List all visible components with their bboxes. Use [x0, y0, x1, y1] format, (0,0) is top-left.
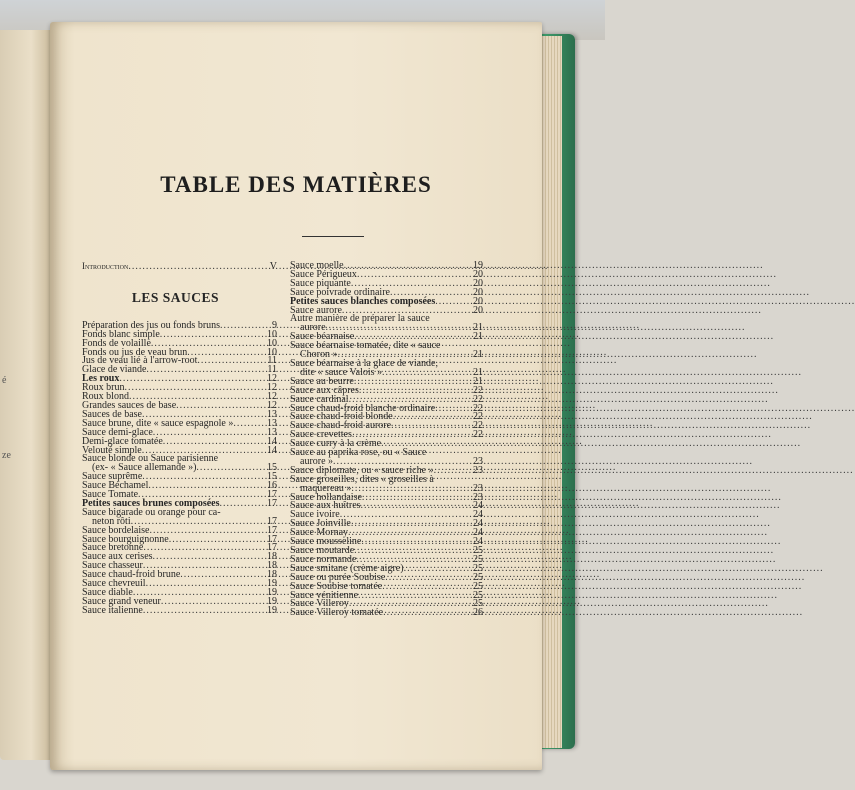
toc-entry-label: Sauce bigarade ou orange pour ca- — [82, 506, 221, 518]
toc-entry-label: Roux brun — [82, 382, 125, 394]
toc-entry-label: Sauce poivrade ordinaire — [290, 286, 390, 298]
toc-entry-page: 24 — [473, 536, 483, 548]
toc-entry-page: 25 — [473, 553, 483, 565]
toc-entry-label: Sauce grand veneur — [82, 595, 161, 607]
toc-entry-page: 13 — [267, 408, 277, 420]
toc-entry-label: Grandes sauces de base — [82, 399, 177, 411]
toc-entry[interactable] — [290, 609, 483, 618]
toc-entry-page: 23 — [473, 482, 483, 494]
toc-entry-label: Introduction — [82, 261, 129, 271]
toc-entry-page: 14 — [267, 444, 277, 456]
toc-entry-page: 17 — [267, 497, 277, 509]
toc-entry-label-cont: (ex- « Sauce allemande ») — [92, 462, 197, 474]
toc-entry-page: 18 — [267, 569, 277, 581]
toc-right-entries — [290, 262, 483, 618]
toc-entry-label: Sauce demi-glace — [82, 426, 153, 438]
toc-entry-label: Sauce bourguignonne — [82, 533, 169, 545]
toc-entry-label: Sauce Villeroy tomatée — [290, 607, 384, 619]
toc-entry-page: 25 — [473, 598, 483, 610]
toc-entry-label: Sauce béarnaise à la glace de viande, — [290, 357, 438, 369]
toc-entry-label: Fonds blanc simple — [82, 328, 160, 340]
toc-entry-page: V — [269, 261, 277, 272]
toc-entry-label: Sauce cardinal — [290, 393, 349, 405]
toc-entry-label: Sauce au beurre — [290, 375, 354, 387]
toc-entry-page: 22 — [473, 393, 483, 405]
toc-entry-label: Sauce vénitienne — [290, 589, 359, 601]
toc-entry-label-cont: aurore — [300, 322, 326, 334]
toc-entry-label: Sauce curry à la crème — [290, 438, 382, 450]
toc-entry-page: 19 — [267, 578, 277, 590]
toc-entry-page: 12 — [267, 382, 277, 394]
toc-entry-label: Sauce ivoire — [290, 509, 340, 521]
toc-entry-label: Sauce bordelaise — [82, 524, 150, 536]
toc-entry-page: 22 — [473, 429, 483, 441]
toc-entry-page: 12 — [267, 391, 277, 403]
toc-entry-label: Sauce Tomate — [82, 489, 139, 501]
toc-entry-page: 9 — [272, 319, 277, 331]
toc-entry-label: Sauce au paprika rose, ou « Sauce — [290, 447, 427, 459]
toc-entry-page: 23 — [473, 455, 483, 467]
toc-entry-label: Sauce crevettes — [290, 429, 352, 441]
toc-entry-label: Sauce chevreuil — [82, 578, 146, 590]
toc-entry-page: 20 — [473, 286, 483, 298]
toc-entry-page: 14 — [267, 435, 277, 447]
title-rule — [302, 236, 364, 237]
toc-entry-label: Petites sauces brunes composées — [82, 497, 220, 509]
toc-entry-label: Sauce piquante — [290, 277, 351, 289]
toc-entry-page: 24 — [473, 509, 483, 521]
toc-entry-page: 24 — [473, 527, 483, 539]
toc-entry-label: Sauce brune, dite « sauce espagnole » — [82, 417, 234, 429]
toc-entry-label: Sauce diplomate, ou « sauce riche » — [290, 464, 434, 476]
toc-entry-page: 25 — [473, 589, 483, 601]
toc-entry-label: Demi-glace tomatée — [82, 435, 163, 447]
toc-entry-block[interactable] — [290, 473, 483, 494]
toc-entry-label: Glace de viande — [82, 364, 147, 376]
toc-entry-page: 22 — [473, 402, 483, 414]
toc-entry-page: 10 — [267, 328, 277, 340]
leader-dots — [219, 500, 255, 509]
toc-entry-introduction[interactable] — [82, 262, 277, 272]
left-page-mark: ze — [2, 450, 11, 461]
toc-entry-label: Sauce Mornay — [290, 527, 349, 539]
toc-entry-page: 10 — [267, 337, 277, 349]
toc-entry-label-cont: maquereau » — [300, 482, 352, 494]
toc-entry-label: Les roux — [82, 373, 120, 385]
toc-entry[interactable] — [82, 604, 277, 616]
toc-entry-label: Sauce aux cerises — [82, 551, 153, 563]
toc-entry-page: 22 — [473, 420, 483, 432]
toc-entry-page: 13 — [267, 417, 277, 429]
toc-entry-label: Fonds ou jus de veau brun — [82, 346, 188, 358]
toc-entry-label: Sauce italienne — [82, 604, 143, 616]
toc-entry-page: 19 — [267, 595, 277, 607]
toc-entry-page: 19 — [267, 604, 277, 616]
toc-entry-label: Sauce chasseur — [82, 560, 143, 572]
toc-entry-label-cont: dite « sauce Valois » — [300, 366, 383, 378]
toc-entry-page: 20 — [473, 268, 483, 280]
toc-entry-label: Roux blond — [82, 391, 129, 403]
toc-entry-page: 17 — [267, 533, 277, 545]
leader-dots — [143, 607, 255, 616]
toc-left-entries — [82, 319, 277, 616]
toc-entry-label: Sauce chaud-froid blonde — [290, 411, 393, 423]
toc-entry-page: 20 — [473, 277, 483, 289]
toc-entry-label: Sauce ou purée Soubise — [290, 571, 386, 583]
toc-entry-page: 12 — [267, 373, 277, 385]
toc-entry-page: 26 — [473, 607, 483, 619]
toc-entry-page: 25 — [473, 571, 483, 583]
toc-right-column — [290, 262, 483, 618]
toc-entry-label: Sauce Béchamel — [82, 480, 149, 492]
toc-entry-page: 25 — [473, 545, 483, 556]
toc-entry-page: 11 — [267, 364, 277, 376]
leader-dots — [434, 467, 461, 476]
toc-entry-label: Sauce normande — [290, 553, 357, 565]
toc-entry-page: 18 — [267, 551, 277, 563]
toc-entry-label: Sauce smitane (crème aigre) — [290, 562, 404, 574]
toc-entry-page: 19 — [267, 587, 277, 598]
toc-entry-page: 11 — [267, 355, 277, 367]
toc-entry-page: 21 — [473, 349, 483, 361]
toc-entry-page: 18 — [267, 560, 277, 572]
leader-dots — [383, 609, 461, 618]
toc-entry-label: Sauce hollandaise — [290, 491, 362, 503]
toc-entry-label: Sauce aux câpres — [290, 384, 359, 396]
toc-entry-label: Sauce béarnaise tomatée, dite « sauce — [290, 340, 441, 352]
toc-entry-label-cont: aurore » — [300, 455, 334, 467]
toc-entry-label: Sauce Périgueux — [290, 268, 357, 280]
toc-entry-page: 21 — [473, 322, 483, 334]
toc-entry-page: 16 — [267, 480, 277, 492]
toc-entry-page: 15 — [267, 462, 277, 474]
toc-entry-page: 21 — [473, 366, 483, 378]
toc-entry-page: 24 — [473, 500, 483, 512]
toc-entry-label: Sauce groseilles, dites « groseilles à — [290, 473, 434, 485]
toc-entry-page: 22 — [473, 384, 483, 396]
toc-entry-label: Sauce chaud-froid aurore — [290, 420, 392, 432]
toc-entry-label: Sauce moelle — [290, 260, 344, 271]
toc-entry-label: Sauce chaud-froid brune — [82, 569, 181, 581]
toc-entry-page: 12 — [267, 399, 277, 411]
left-page — [0, 30, 52, 760]
toc-entry-label: Sauce suprême — [82, 471, 143, 483]
toc-entry-page: 15 — [267, 471, 277, 483]
toc-entry-page: 10 — [267, 346, 277, 358]
toc-entry-label: Sauce chaud-froid blanche ordinaire — [290, 402, 436, 414]
toc-entry-label: Sauce mousseline — [290, 536, 362, 548]
toc-entry-page: 23 — [473, 491, 483, 503]
page-title: TABLE DES MATIÈRES — [160, 172, 432, 197]
toc-entry-page: 25 — [473, 562, 483, 574]
left-page-mark: é — [2, 375, 7, 386]
toc-entry-label: Sauce moutarde — [290, 545, 355, 556]
toc-entry-label: Sauce diable — [82, 587, 133, 598]
toc-entry-label: Sauce Joinville — [290, 518, 351, 530]
toc-entry-label: Sauce blonde ou Sauce parisienne — [82, 453, 219, 465]
toc-entry-label: Fonds de volaille — [82, 337, 151, 349]
toc-entry-label-cont: Choron » — [300, 349, 338, 361]
toc-entry-label: Autre manière de préparer la sauce — [290, 313, 430, 325]
toc-entry-label: Sauce aurore — [290, 304, 342, 316]
toc-entry-block[interactable] — [82, 506, 277, 527]
toc-entry-label: Sauces de base — [82, 408, 142, 420]
toc-entry-label-cont: neton rôti — [92, 515, 131, 527]
toc-entry-label: Jus de veau lié à l'arrow-root — [82, 355, 198, 367]
toc-entry-label: Velouté simple — [82, 444, 142, 456]
toc-entry-label: Préparation des jus ou fonds bruns — [82, 319, 221, 331]
toc-entry-page: 24 — [473, 518, 483, 530]
toc-entry-label: Sauce Villeroy — [290, 598, 349, 610]
toc-entry-label: Petites sauces blanches composées — [290, 295, 436, 307]
toc-entry-label: Sauce béarnaise — [290, 331, 355, 343]
toc-entry-page: 21 — [473, 331, 483, 343]
toc-entry-page: 21 — [473, 375, 483, 387]
toc-entry-page: 25 — [473, 580, 483, 592]
toc-entry-page: 19 — [473, 260, 483, 271]
toc-entry-page: 17 — [267, 542, 277, 554]
toc-left-column — [82, 262, 277, 616]
toc-entry-page: 22 — [473, 411, 483, 423]
toc-entry-page: 20 — [473, 304, 483, 316]
toc-entry-page: 20 — [473, 295, 483, 307]
toc-entry-page: 17 — [267, 524, 277, 536]
toc-entry-label: Sauce Soubise tomatée — [290, 580, 383, 592]
toc-entry-page: 13 — [267, 426, 277, 438]
leader-dots — [128, 263, 255, 272]
toc-entry-page: 17 — [267, 489, 277, 501]
section-heading: LES SAUCES — [131, 289, 220, 305]
toc-entry-label: Sauce aux huîtres — [290, 500, 361, 512]
toc-entry-page: 17 — [267, 515, 277, 527]
toc-entry-page: 23 — [473, 464, 483, 476]
toc-entry-label: Sauce bretonne — [82, 542, 144, 554]
